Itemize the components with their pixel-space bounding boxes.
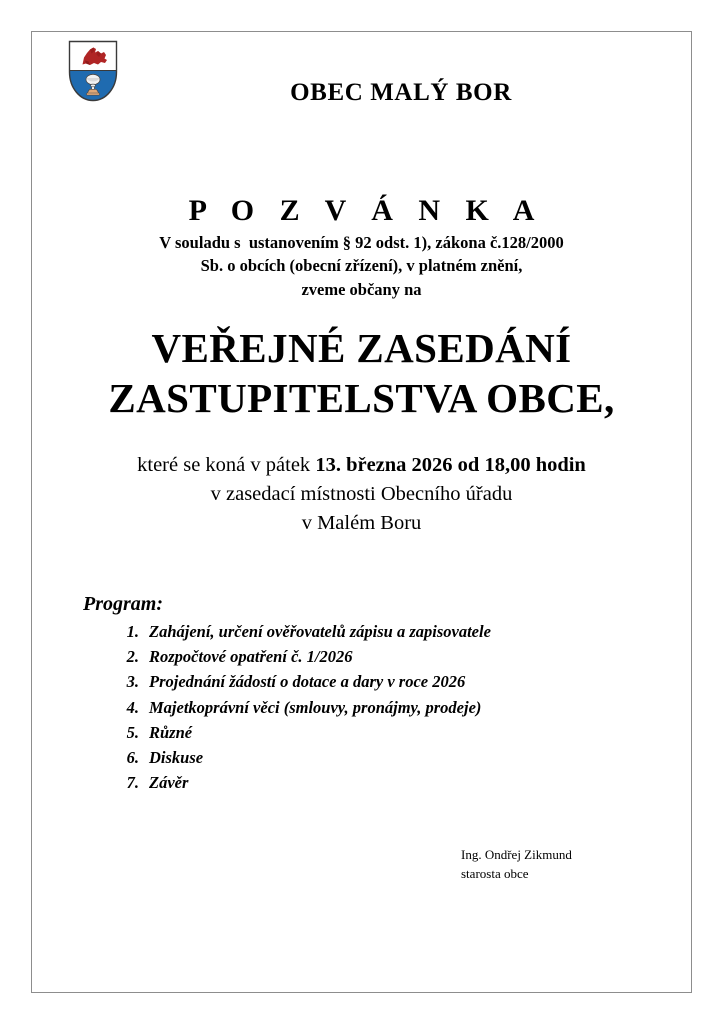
headline-line-1: VEŘEJNÉ ZASEDÁNÍ [151,325,572,371]
program-item-number: 5. [126,722,139,742]
event-venue-line-2: v Malém Boru [301,512,422,535]
legal-line-2: Sb. o obcích (obecní zřízení), v platném znění, [200,256,523,276]
legal-line-1: V souladu s ustanovením § 92 odst. 1), zákona č.128/2000 [159,233,564,252]
program-item-number: 7. [126,773,139,793]
document-content [31,31,692,993]
organization-title: OBEC MALÝ BOR [290,79,512,106]
program-heading: Program: [83,593,163,615]
program-item-text: Zahájení, určení ověřovatelů zápisu a zapisovatele [149,622,491,641]
program-item-number: 4. [126,697,139,717]
program-item-number: 2. [126,647,139,667]
event-datetime-line [31,451,692,480]
program-item [113,619,643,644]
program-item-text: Majetkoprávní věci (smlouvy, pronájmy, prodeje) [149,697,482,717]
program-item-text: Závěr [149,773,189,793]
program-item [113,669,643,694]
program-item-text: Různé [149,722,193,742]
legal-line-3: zveme občany na [301,279,422,299]
program-item-number: 3. [126,672,139,692]
document-header [31,31,692,141]
legal-reference-paragraph [31,231,692,301]
coat-of-arms-icon [68,40,118,102]
program-item [113,770,643,795]
program-item-text: Projednání žádostí o dotace a dary v roce 2026 [149,672,466,692]
program-list [83,619,643,796]
event-venue-line-1: v zasedací místnosti Obecního úřadu [210,483,513,506]
program-item [113,745,643,770]
program-item [113,644,643,669]
signatory-role: starosta obce [461,865,529,881]
event-details [31,451,692,538]
program-section [83,593,643,796]
event-datetime: 13. března 2026 od 18,00 hodin [315,454,586,476]
program-item-text: Rozpočtové opatření č. 1/2026 [149,647,353,667]
event-when-prefix: které se koná v pátek [137,454,316,476]
signatory-name: Ing. Ondřej Zikmund [461,847,572,862]
program-item [113,720,643,745]
headline-line-2: ZASTUPITELSTVA OBCE, [108,375,615,422]
program-item [113,695,643,720]
program-item-text: Diskuse [149,748,204,768]
signature-block [461,846,681,884]
program-item-number: 6. [126,748,139,768]
invitation-title: P O Z V Á N K A [188,194,544,227]
program-item-number: 1. [126,622,139,641]
event-headline [31,323,692,423]
